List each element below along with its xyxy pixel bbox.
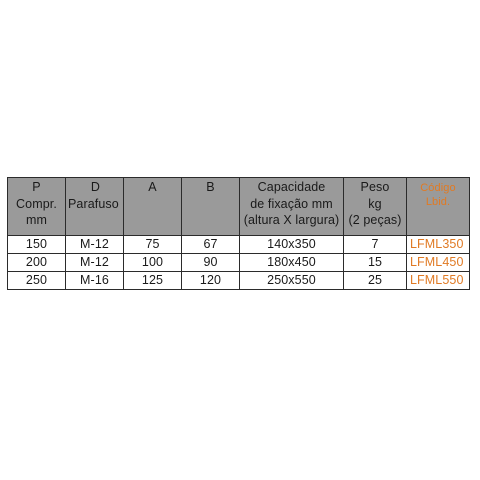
header-row xyxy=(8,178,470,236)
cell-d: M-12 xyxy=(66,236,124,254)
cell-p: 150 xyxy=(8,236,66,254)
cell-code: LFML350 xyxy=(407,236,470,254)
cell-a: 100 xyxy=(124,254,182,272)
cell-capacity: 140x350 xyxy=(240,236,344,254)
table-row xyxy=(8,236,470,254)
cell-d: M-16 xyxy=(66,272,124,290)
header-a: A xyxy=(124,178,182,236)
table-row xyxy=(8,254,470,272)
header-capacity: Capacidade de fixação mm (altura X largura) xyxy=(240,178,344,236)
cell-code: LFML450 xyxy=(407,254,470,272)
header-d-bolt: D Parafuso xyxy=(66,178,124,236)
cell-weight: 7 xyxy=(344,236,407,254)
header-b: B xyxy=(182,178,240,236)
header-code: Código Lbid. xyxy=(407,178,470,236)
cell-weight: 25 xyxy=(344,272,407,290)
cell-d: M-12 xyxy=(66,254,124,272)
cell-b: 67 xyxy=(182,236,240,254)
specifications-table xyxy=(7,177,470,290)
cell-b: 120 xyxy=(182,272,240,290)
cell-capacity: 180x450 xyxy=(240,254,344,272)
cell-p: 200 xyxy=(8,254,66,272)
table-row xyxy=(8,272,470,290)
cell-b: 90 xyxy=(182,254,240,272)
cell-a: 75 xyxy=(124,236,182,254)
header-weight: Peso kg (2 peças) xyxy=(344,178,407,236)
cell-p: 250 xyxy=(8,272,66,290)
cell-weight: 15 xyxy=(344,254,407,272)
cell-a: 125 xyxy=(124,272,182,290)
header-p-length: P Compr. mm xyxy=(8,178,66,236)
cell-code: LFML550 xyxy=(407,272,470,290)
cell-capacity: 250x550 xyxy=(240,272,344,290)
